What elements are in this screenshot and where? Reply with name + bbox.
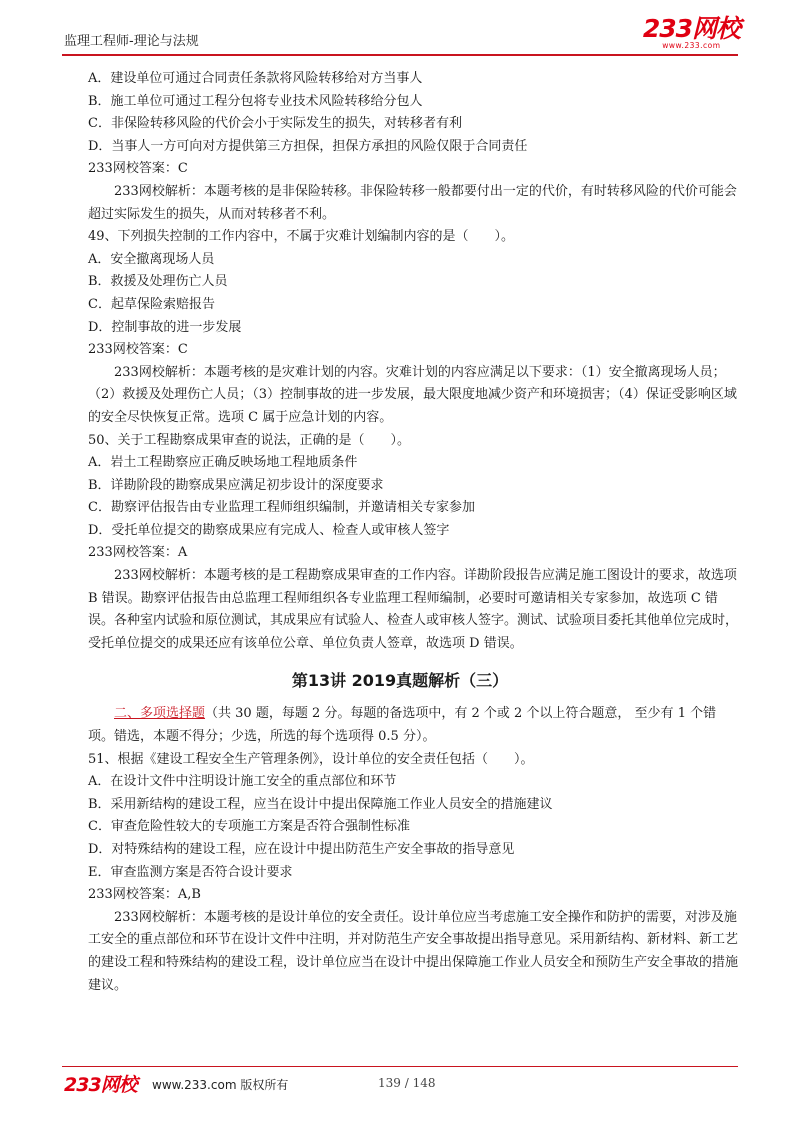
q49-option-d: D．控制事故的进一步发展 [88, 319, 242, 335]
q50-answer: 233网校答案：A [88, 545, 188, 561]
q48-answer: 233网校答案：C [88, 161, 188, 177]
footer-copyright: www.233.com 版权所有 [152, 1078, 289, 1092]
page-content [88, 68, 738, 997]
q48-option-d: D．当事人一方可向对方提供第三方担保，担保方承担的风险仅限于合同责任 [88, 138, 528, 154]
q50-analysis: 233网校解析：本题考核的是工程勘察成果审查的工作内容。详勘阶段报告应满足施工图设计的要求，故选项 B 错误。勘察评估报告由总监理工程师组织各专业监理工程师编制，必要时可邀请相关专家参加，故选项 C 错误。各种室内试验和原位测试，其成果应有试验人、检查人或审核人签字。测试、试验项目委托其他单位完成时，受托单位提交的成果还应有该单位公章、单位负责人签章，故选项 D 错误。 [88, 568, 739, 651]
q51-answer: 233网校答案：A,B [88, 887, 201, 903]
page-number: 139 / 148 [378, 1076, 436, 1090]
q51-option-b: B．采用新结构的建设工程，应当在设计中提出保障施工作业人员安全的措施建议 [88, 796, 553, 812]
q50-option-d: D．受托单位提交的勘察成果应有完成人、检查人或审核人签字 [88, 522, 450, 538]
q49-option-b: B．救援及处理伤亡人员 [88, 274, 228, 290]
q48-option-b: B．施工单位可通过工程分包将专业技术风险转移给分包人 [88, 93, 423, 109]
document-title: 监理工程师-理论与法规 [64, 34, 199, 49]
q49-option-c: C．起草保险索赔报告 [88, 296, 215, 312]
q51-option-d: D．对特殊结构的建设工程，应在设计中提出防范生产安全事故的指导意见 [88, 842, 515, 857]
header-divider [62, 54, 738, 56]
q50-option-b: B．详勘阶段的勘察成果应满足初步设计的深度要求 [88, 477, 384, 493]
multi-choice-rules: （共 30 题，每题 2 分。每题的备选项中，有 2 个或 2 个以上符合题意， 至少有 1 个错项。错选，本题不得分；少选，所选的每个选项得 0.5 分）。 [88, 706, 717, 745]
q49-analysis: 233网校解析：本题考核的是灾难计划的内容。灾难计划的内容应满足以下要求：（1）安全撤离现场人员；（2）救援及处理伤亡人员；（3）控制事故的进一步发展，最大限度地减少资产和环境损害；（4）保证受影响区域的安全尽快恢复正常。选项 C 属于应急计划的内容。 [88, 364, 737, 425]
q50-option-c: C．勘察评估报告由专业监理工程师组织编制，并邀请相关专家参加 [88, 500, 475, 516]
q50-question: 50、关于工程勘察成果审查的说法，正确的是（ ）。 [88, 432, 411, 448]
logo-text: 233网校 [642, 14, 740, 43]
q50-option-a: A．岩土工程勘察应正确反映场地工程地质条件 [88, 455, 358, 471]
logo-url: www.233.com [662, 41, 721, 50]
q51-analysis: 233网校解析：本题考核的是设计单位的安全责任。设计单位应当考虑施工安全操作和防护的需要，对涉及施工安全的重点部位和环节在设计文件中注明，并对防范生产安全事故提出指导意见。采用新结构、新材料、新工艺的建设工程和特殊结构的建设工程，设计单位应当在设计中提出保障施工作业人员安全和预防生产安全事故的措施建议。 [88, 909, 739, 993]
section-title: 第13讲 2019真题解析（三） [291, 671, 509, 691]
q48-option-c: C．非保险转移风险的代价会小于实际发生的损失，对转移者有利 [88, 116, 462, 132]
q51-option-a: A．在设计文件中注明设计施工安全的重点部位和环节 [88, 774, 397, 790]
footer-logo: 233网校 [64, 1074, 137, 1096]
q48-analysis: 233网校解析：本题考核的是非保险转移。非保险转移一般都要付出一定的代价，有时转移风险的代价可能会超过实际发生的损失，从而对转移者不利。 [88, 183, 737, 222]
q51-question: 51、根据《建设工程安全生产管理条例》，设计单位的安全责任包括（ ）。 [88, 751, 534, 767]
multi-choice-label[interactable]: 二、多项选择题 [114, 706, 206, 722]
multi-choice-intro [88, 703, 738, 748]
q48-option-a: A．建设单位可通过合同责任条款将风险转移给对方当事人 [88, 71, 423, 86]
brand-logo [643, 16, 740, 50]
footer-divider [62, 1066, 738, 1067]
q49-question: 49、下列损失控制的工作内容中，不属于灾难计划编制内容的是（ ）。 [88, 229, 515, 245]
q49-answer: 233网校答案：C [88, 342, 188, 358]
q51-option-e: E．审查监测方案是否符合设计要求 [88, 864, 293, 880]
q49-option-a: A．安全撤离现场人员 [88, 251, 215, 267]
q51-option-c: C．审查危险性较大的专项施工方案是否符合强制性标准 [88, 819, 410, 835]
